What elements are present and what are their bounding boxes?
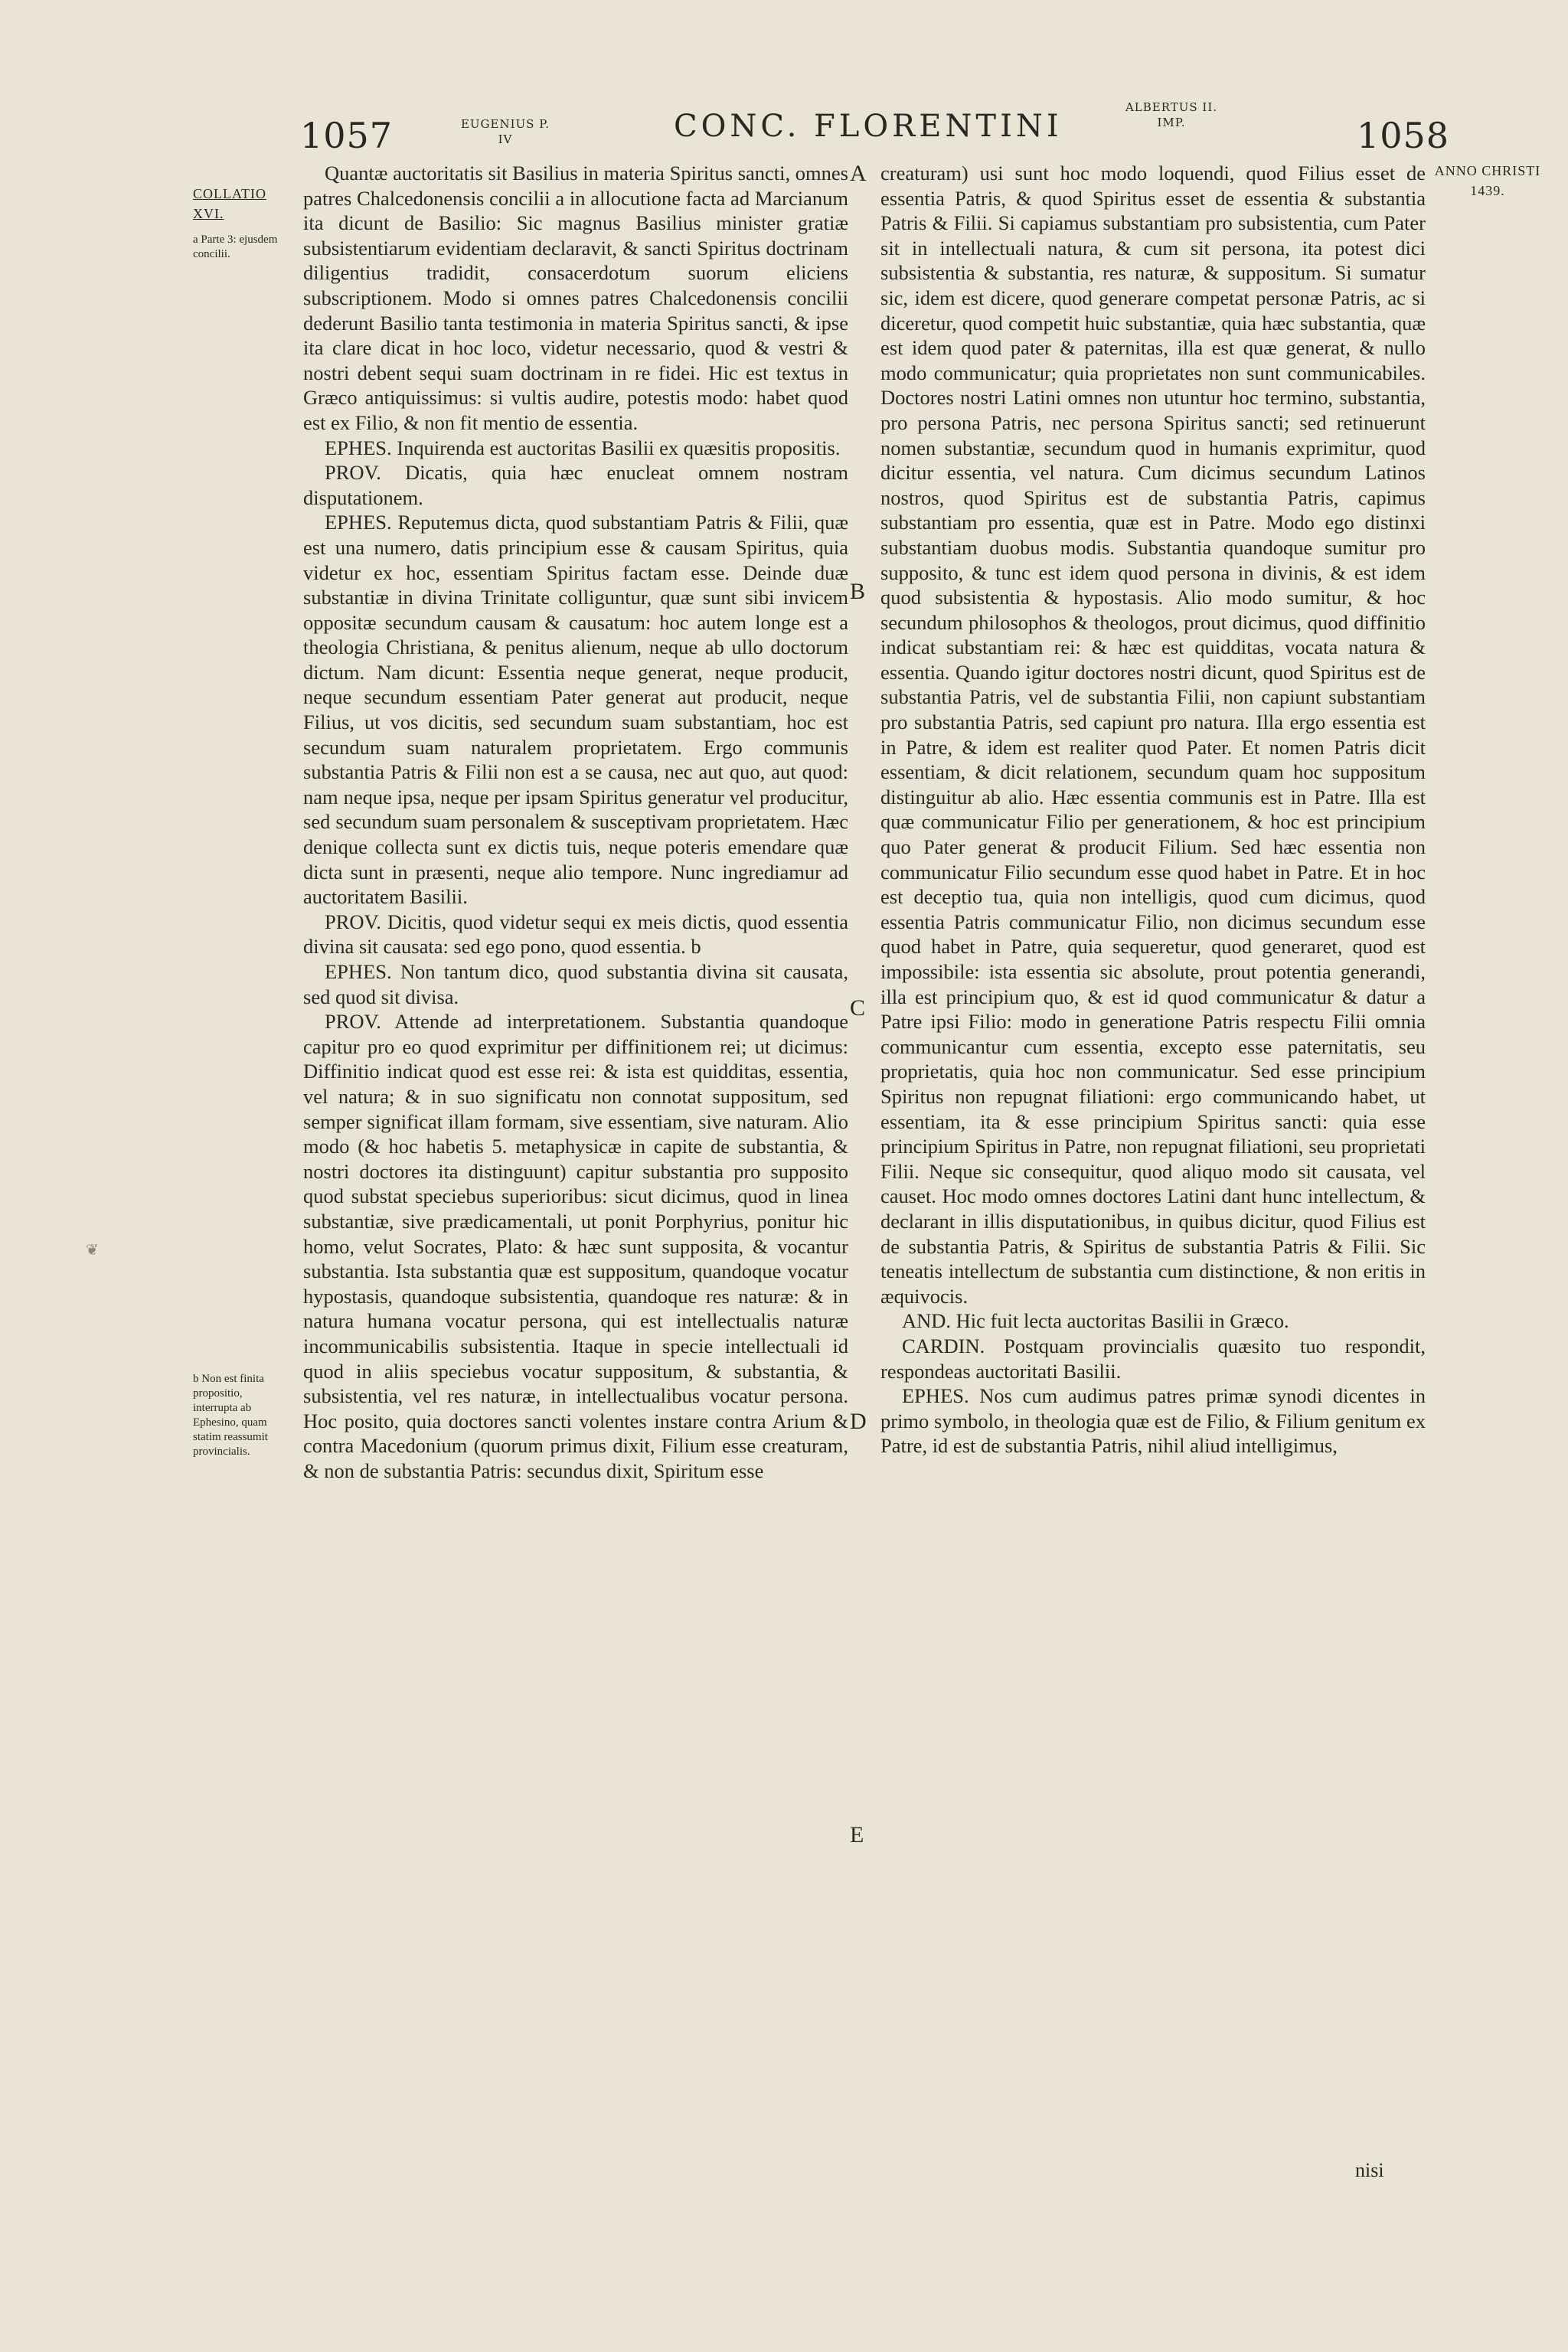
margin-ornament-icon: ❦ xyxy=(86,1240,99,1259)
section-letter-b: B xyxy=(850,579,866,604)
section-letter-d: D xyxy=(850,1409,867,1434)
paragraph: AND. Hic fuit lecta auctoritas Basilii in Græco. xyxy=(902,1309,1289,1333)
running-head-emperor: ALBERTUS II. IMP. xyxy=(1125,100,1218,129)
margin-collatio xyxy=(193,184,289,224)
paragraph: PROV. Attende ad interpretationem. Substantia quandoque capitur pro eo quod exprimitur per diffinitionem rei; ut dicimus: Diffinitio indicat quod est esse rei: & ista est quidditas, essentia, vel natura; & in suo significatu non connotat suppositum, sed semper significat illam formam, sive essentiam, sive naturam. Alio modo (& hoc habetis 5. metaphysicæ in capite de substantia, & nostri doctores ita distinguunt) capitur substantia pro supposito quod substat speciebus superioribus: sicut dicimus, quod in linea substantiæ, sive prædicamentali, ut ponit Porphyrius, ponitur hic homo, velut Socrates, Plato: & hæc sunt supposita, & vocantur substantia. Ista substantia quæ est suppositum, quandoque vocatur hypostasis, quandoque subsistentia, quandoque res naturæ: & in natura humana vocatur persona, qui est intellectualis naturæ incommunicabilis subsistentia. Itaque in specie intellectuali id quod in aliis speciebus vocatur suppositum, & substantia, & subsistentia, vel res naturæ, in intellectualibus vocatur persona. Hoc posito, quia doctores sancti volentes instare contra Arium & contra Macedonium (quorum primus dixit, Filium esse creaturam, & non de substantia Patris: secundus dixit, Spiritum esse xyxy=(303,1010,848,1482)
page-number-left: 1057 xyxy=(300,115,394,156)
paragraph: CARDIN. Postquam provincialis quæsito tuo respondit, respondeas auctoritati Basilii. xyxy=(880,1334,1426,1383)
page-title: CONC. FLORENTINI xyxy=(674,109,1063,144)
paragraph: EPHES. Nos cum audimus patres primæ synodi dicentes in primo symbolo, in theologia quæ est de Filio, & Filium genitum ex Patre, id est de substantia Patris, nihil aliud intelligimus, xyxy=(880,1384,1426,1458)
paragraph: PROV. Dicitis, quod videtur sequi ex meis dictis, quod essentia divina sit causata: sed ego pono, quod essentia. b xyxy=(303,910,848,959)
paragraph: EPHES. Non tantum dico, quod substantia divina sit causata, sed quod sit divisa. xyxy=(303,960,848,1008)
section-letter-a: A xyxy=(850,161,867,186)
margin-note-a: a Parte 3: ejusdem concilii. xyxy=(193,234,278,260)
paragraph: EPHES. Reputemus dicta, quod substantiam Patris & Filii, quæ est una numero, datis principium esse & causam Spiritus, quia videtur ex hoc, essentiam Spiritus factam esse. Deinde duæ substantiæ in divina Trinitate colliguntur, quæ sunt sibi invicem oppositæ secundum causam & causatum: hoc autem longe est a theologia Christiana, & penitus alienum, neque ab ullo doctorum dictum. Nam dicunt: Essentia neque generat, neque producit, neque secundum essentiam Pater generat aut producit, neque Filius, ut vos dicitis, sed secundum suam substantiam, hoc est secundum suam naturalem proprietatem. Ergo communis substantia Patris & Filii non est a se causa, nec aut quo, aut quod: nam neque ipsa, neque per ipsam Spiritus generatur vel producitur, sed secundum suam personalem & susceptivam proprietatem. Hæc denique collecta sunt ex dictis tuis, neque poteris emendare quæ dicta sunt in præsenti, neque alio tempore. Nunc ingrediamur ad auctoritatem Basilii. xyxy=(303,511,848,909)
paragraph: EPHES. Inquirenda est auctoritas Basilii ex quæsitis propositis. xyxy=(325,436,841,459)
collatio-label: COLLATIO XVI. xyxy=(193,186,266,221)
paragraph: creaturam) usi sunt hoc modo loquendi, quod Filius esset de essentia Patris, & quod Spiritus esset de essentia & substantia Patris & Filii. Si capiamus substantiam pro subsistentia, cum Pater sit in intellectuali natura, & cum sit persona, ita potest dici subsistentia & substantia, res naturæ, & suppositum. Si sumatur sic, idem est dicere, quod generare competat personæ Patris, ac si diceretur, quod competit huic substantiæ, quia hæc substantia, quæ est idem quod pater & paternitas, illa est quæ generat, & nullo modo communicatur; quia proprietates non sunt communicabiles. Doctores nostri Latini omnes non utuntur hoc termino, substantia, pro persona Patris, nec persona Spiritus sancti; sed retinuerunt nomen substantiæ, secundum quod in humanis exprimitur, quod dicitur essentia, vel natura. Cum dicimus secundum Latinos nostros, quod Spiritus est de substantia Patris, capimus substantiam pro essentia, quæ est in Patre. Modo ego distinxi substantiam duobus modis. Substantia quandoque sumitur pro supposito, & tunc est idem quod persona in divinis, & est idem quod subsistentia & hypostasis. Alio modo sumitur, & hoc secundum philosophos & theologos, prout dicimus, quod diffinitio indicat substantiam rei: & hæc est quidditas, vocata natura & essentia. Quando igitur doctores nostri dicunt, quod Spiritus est de substantia Patris, vel de substantia Filii, non capiunt substantiam pro substantia Patris, sed capiunt pro natura. Illa ergo essentia est in Patre, & idem est realiter quod Pater. Et nomen Patris dicit essentiam, & dicit relationem, secundum quam hoc suppositum distinguitur ab alio. Hæc essentia communis est in Patre. Illa est quæ communicatur Filio per generationem, & hoc est principium quo Pater generat & producit Filium. Sed hæc essentia non communicatur Filio secundum esse quod habet in Patre. Et in hoc est deceptio tua, quia non intelligis, quod cum dicimus, quod essentia Patris communicatur Filio, non dicimus secundum esse quod habet in Patre, quia sequeretur, quod generaret, quod est impossibile: ista essentia sic absolute, prout potentia generandi, illa est principium quo, & est id quod communicatur & datur a Patre ipsi Filio: modo in generatione Patris respectu Filii omnia communicantur cum essentia, excepto esse paternitatis, seu proprietatis, quia hoc non communicatur. Sed esse principium Spiritus non repugnat filiationi: ergo communicando habet, ut essentiam, ita & esse principium Spiritus sancti: quia esse principium Spiritus in Patre, non repugnat filiationi, seu proprietati Filii. Neque sic consequitur, quod aliquo modo sit causata, vel causet. Hoc modo omnes doctores Latini dant hunc intellectum, & declarant in illis disputationibus, in quibus dicitur, quod Filius est de substantia Patris, & Spiritus de substantia Patris & Filii. Sic teneatis intellectum de substantia cum distinctione, & non eritis in æquivocis. xyxy=(880,162,1426,1308)
paragraph: PROV. Dicatis, quia hæc enucleat omnem nostram disputationem. xyxy=(303,461,848,509)
paragraph: Quantæ auctoritatis sit Basilius in materia Spiritus sancti, omnes patres Chalcedonensis concilii a in allocutione facta ad Marcianum ita dicunt de Basilio: Sic magnus Basilius minister gratiæ subsistentiarum evidentiam declaravit, & sancti Spiritus doctrinam diligentius tradidit, consacerdotum suorum eliciens subscriptionem. Modo si omnes patres Chalcedonensis concilii dederunt Basilio tanta testimonia in materia Spiritus sancti, & ipse ita clare dicat in hoc loco, videtur necessario, quod & vestri & nostri debent sequi suam doctrinam in re fidei. Hic est textus in Græco antiquissimus: si vultis audire, potestis modo: habet quod est ex Filio, & non fit mentio de essentia. xyxy=(303,162,848,434)
left-column xyxy=(303,161,848,1483)
section-letter-e: E xyxy=(850,1822,864,1847)
running-head-pope: EUGENIUS P. IV xyxy=(460,117,550,146)
page-number-right: 1058 xyxy=(1357,115,1450,156)
right-column xyxy=(880,161,1426,1459)
margin-note-b: b Non est finita propositio, interrupta ab Ephesino, quam statim reassumit provincialis. xyxy=(193,1373,268,1458)
catchword: nisi xyxy=(1355,2159,1384,2181)
section-letter-c: C xyxy=(850,995,866,1021)
margin-anno: ANNO CHRISTI 1439. xyxy=(1434,163,1541,198)
